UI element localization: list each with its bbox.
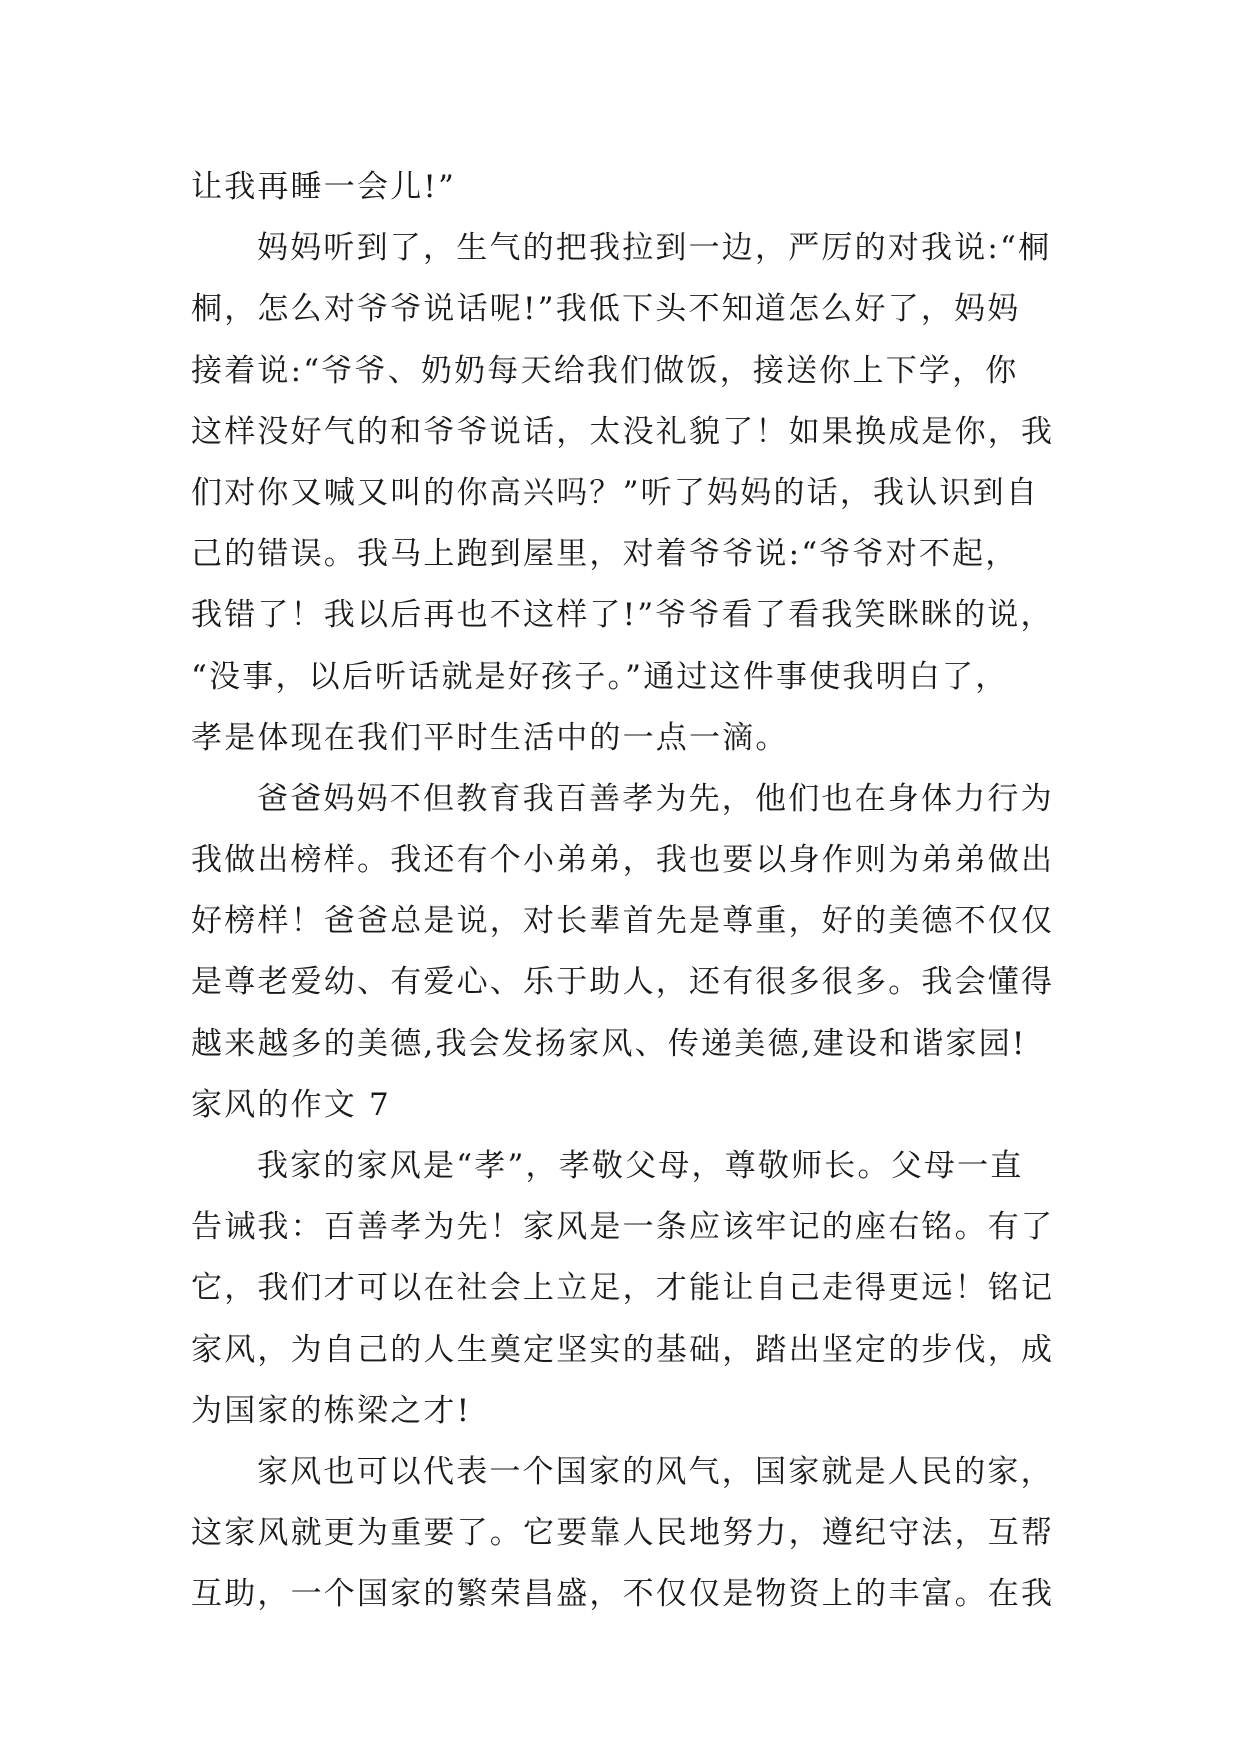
text-line: 接着说:“爷爷、奶奶每天给我们做饭，接送你上下学，你: [191, 352, 1019, 389]
text-line: 己的错误。我马上跑到屋里，对着爷爷说:“爷爷对不起，: [191, 536, 1019, 573]
text-line: 为国家的栋梁之才!: [191, 1392, 472, 1429]
text-line: 桐，怎么对爷爷说话呢!”我低下头不知道怎么好了，妈妈: [191, 291, 1021, 328]
text-line: 家风也可以代表一个国家的风气，国家就是人民的家，: [257, 1453, 1054, 1490]
text-line: 越来越多的美德,我会发扬家风、传递美德,建设和谐家园!: [191, 1025, 1027, 1062]
text-line: 这家风就更为重要了。它要靠人民地努力，遵纪守法，互帮: [191, 1515, 1055, 1552]
essay-body: [191, 157, 1091, 1626]
text-line: 我做出榜样。我还有个小弟弟，我也要以身作则为弟弟做出: [191, 842, 1055, 879]
text-line: “没事，以后听话就是好孩子。”通过这件事使我明白了，: [191, 658, 1009, 695]
text-line: 互助，一个国家的繁荣昌盛，不仅仅是物资上的丰富。在我: [191, 1576, 1055, 1613]
section-heading: 家风的作文 7: [191, 1086, 391, 1123]
text-line: 我家的家风是“孝”，孝敬父母，尊敬师长。父母一直: [257, 1148, 1024, 1184]
text-line: 它，我们才可以在社会上立足，才能让自己走得更远！铭记: [191, 1270, 1055, 1307]
text-line: 告诫我：百善孝为先！家风是一条应该牢记的座右铭。有了: [191, 1209, 1055, 1246]
text-line: 家风，为自己的人生奠定坚实的基础，踏出坚定的步伐，成: [191, 1331, 1055, 1368]
text-line: 好榜样！爸爸总是说，对长辈首先是尊重，好的美德不仅仅: [191, 903, 1055, 940]
text-line: 是尊老爱幼、有爱心、乐于助人，还有很多很多。我会懂得: [191, 964, 1055, 1001]
text-line: 这样没好气的和爷爷说话，太没礼貌了！如果换成是你，我: [191, 413, 1055, 450]
text-line: 孝是体现在我们平时生活中的一点一滴。: [191, 719, 789, 756]
text-line: 们对你又喊又叫的你高兴吗？”听了妈妈的话，我认识到自: [191, 474, 1040, 511]
text-line: 妈妈听到了，生气的把我拉到一边，严厉的对我说:“桐: [257, 230, 1052, 267]
text-line: 让我再睡一会儿!”: [191, 169, 457, 205]
text-line: 爸爸妈妈不但教育我百善孝为先，他们也在身体力行为: [257, 780, 1054, 817]
text-line: 我错了！我以后再也不这样了!”爷爷看了看我笑眯眯的说，: [191, 597, 1054, 634]
